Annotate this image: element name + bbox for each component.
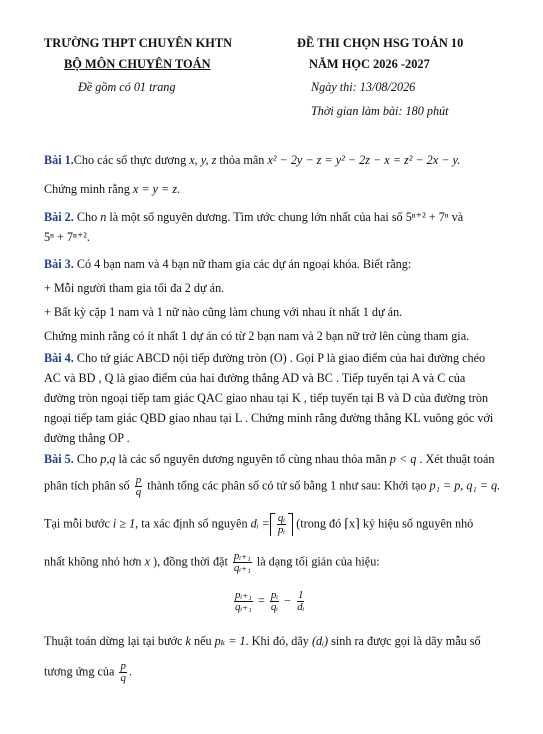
problem-3-condition-2: + Bất kỳ cặp 1 nam và 1 nữ nào cũng làm chung với nhau ít nhất 1 dự án. xyxy=(44,305,403,319)
problem-5-line-3: Tại mỗi bước i ≥ 1, ta xác định số nguyên dᵢ = $\frac{\text{qᵢ}}{\text{pᵢ}}$ (trong đó ⌈x⌉ kỷ hiệu số nguyên nhỏ xyxy=(44,512,474,536)
problem-5-line-4: nhất không nhỏ hơn x ), đồng thời đặt $\frac{\text{pᵢ₊₁}}{\text{qᵢ₊₁}}$ là dạng tối giản của hiệu: xyxy=(44,550,380,574)
problem-1-line-1: Bài 1.Cho các số thực dương x, y, z thỏa mãn x² − 2y − z = y² − 2z − x = z² − 2x − y. xyxy=(44,153,461,167)
problem-2-line-1: Bài 2. Cho n là một số nguyên dương. Tìm ước chung lớn nhất của hai số 5ⁿ⁺² + 7ⁿ và xyxy=(44,210,464,224)
exam-duration: Thời gian làm bài: 180 phút xyxy=(311,104,449,118)
exam-date: Ngày thi: 13/08/2026 xyxy=(311,80,416,94)
school-year: NĂM HỌC 2026 -2027 xyxy=(309,57,430,71)
fraction-p-over-q: $\frac{p}{q}$ xyxy=(135,474,142,498)
problem-3-intro: Bài 3. Có 4 bạn nam và 4 bạn nữ tham gia các dự án ngoại khóa. Biết rằng: xyxy=(44,257,412,271)
problem-3-goal: Chứng minh rằng có ít nhất 1 dự án có từ 2 bạn nam và 2 bạn nữ trở lên cùng tham gia. xyxy=(44,329,470,343)
problem-5-equation: $\frac{\text{pᵢ₊₁}}{\text{qᵢ₊₁}}$ = $\frac{\text{pᵢ}}{\text{qᵢ}}$ − $\frac{1}{\text{dᵢ}}$ xyxy=(235,589,305,613)
ceiling-expression: $\frac{\text{qᵢ}}{\text{pᵢ}}$ xyxy=(270,513,293,536)
problem-2-expr-1: 5ⁿ⁺² + 7ⁿ xyxy=(405,210,449,224)
problem-1-equation: x² − 2y − z = y² − 2z − x = z² − 2x − y. xyxy=(267,153,461,167)
problem-4-label: Bài 4. xyxy=(44,351,74,365)
problem-4-line-2: AC và BD , Q là giao điểm của hai đường thẳng AD và BC . Tiếp tuyến tại A và C của xyxy=(44,371,466,385)
pages-note: Đề gồm có 01 trang xyxy=(78,80,176,94)
fraction-p-over-q-2: $\frac{p}{q}$ xyxy=(120,660,126,684)
problem-5-line-2: phân tích phân số $\frac{p}{q}$ thành tổng các phân số có tử số bằng 1 như sau: Khởi tạo p₁ = p, q₁ = q. xyxy=(44,474,501,498)
problem-3-label: Bài 3. xyxy=(44,257,74,271)
exam-title: ĐỀ THI CHỌN HSG TOÁN 10 xyxy=(297,36,464,50)
department-name: BỘ MÔN CHUYÊN TOÁN xyxy=(64,57,211,71)
problem-5-line-5: Thuật toán dừng lại tại bước k nếu pₖ = 1. Khi đó, dãy (dᵢ) sinh ra được gọi là dãy mẫu số xyxy=(44,634,481,648)
problem-4-line-4: ngoại tiếp tam giác QBD giao nhau tại L . Chứng minh rằng đường thẳng KL vuông góc với xyxy=(44,411,494,425)
problem-4-line-1: Bài 4. Cho tứ giác ABCD nội tiếp đường tròn (O) . Gọi P là giao điểm của hai đường chéo xyxy=(44,351,486,365)
problem-4-line-5: đường thẳng OP . xyxy=(44,431,130,445)
school-name: TRƯỜNG THPT CHUYÊN KHTN xyxy=(44,36,233,50)
problem-1-label: Bài 1. xyxy=(44,153,74,167)
problem-2-expr-2: 5ⁿ + 7ⁿ⁺². xyxy=(44,230,90,244)
problem-5-label: Bài 5. xyxy=(44,452,74,466)
problem-4-line-3: đường tròn ngoại tiếp tam giác QAC giao nhau tại K , tiếp tuyến tại B và D của đường tròn xyxy=(44,391,489,405)
fraction-next: $\frac{\text{pᵢ₊₁}}{\text{qᵢ₊₁}}$ xyxy=(233,550,251,574)
problem-3-condition-1: + Mỗi người tham gia tối đa 2 dự án. xyxy=(44,281,225,295)
problem-2-label: Bài 2. xyxy=(44,210,74,224)
problem-5-line-6: tương ứng của $\frac{p}{q}$ . xyxy=(44,660,133,684)
problem-2-line-2 xyxy=(44,229,90,246)
problem-1-line-2: Chứng minh rằng x = y = z. xyxy=(44,182,181,196)
problem-5-line-1: Bài 5. Cho p,q là các số nguyên dương nguyên tố cùng nhau thỏa mãn p < q . Xét thuật toán xyxy=(44,452,495,466)
